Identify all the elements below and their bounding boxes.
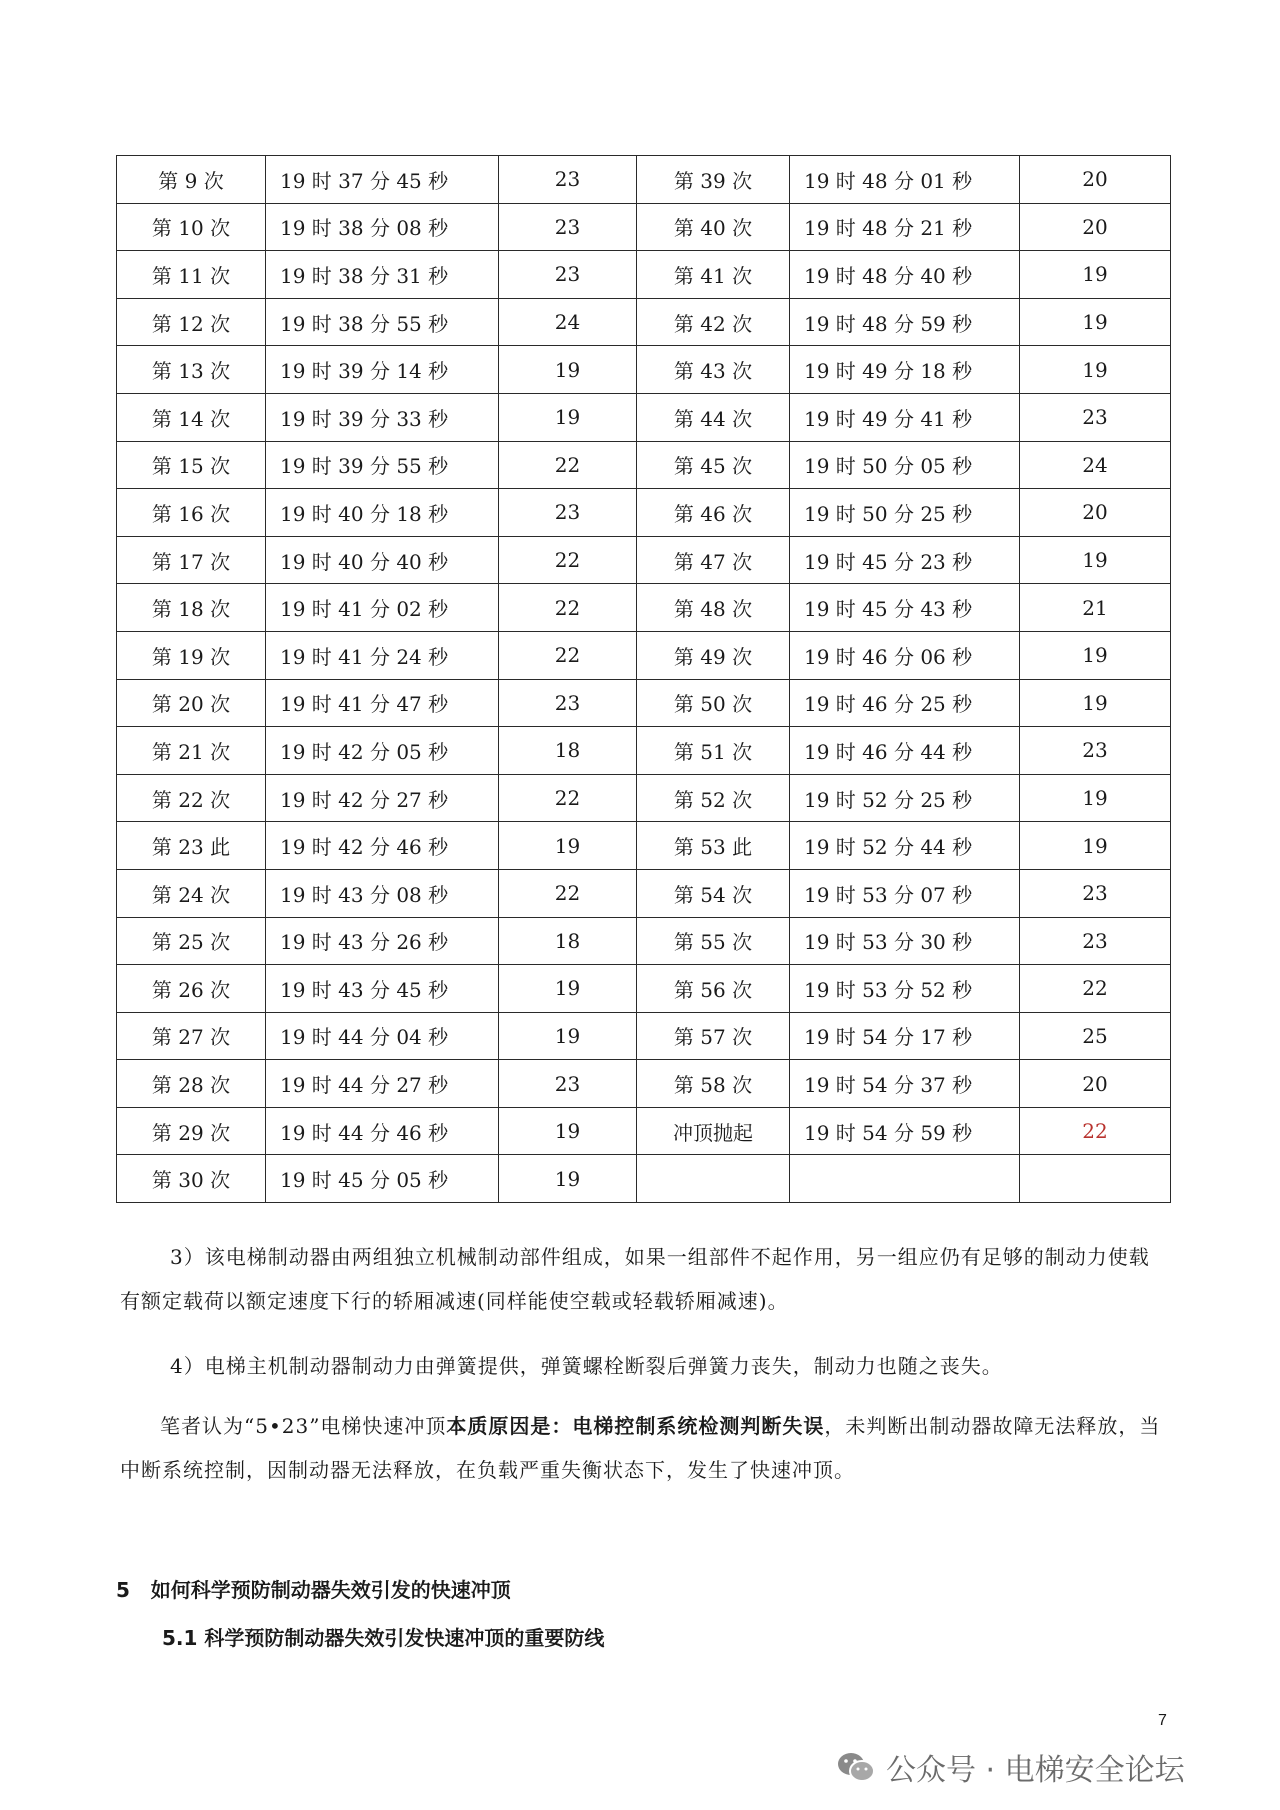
value-cell: 23 (499, 489, 637, 537)
conclusion-bold-b: 电梯控制系统检测判断失误 (572, 1414, 825, 1438)
value-cell: 20 (1020, 1060, 1171, 1108)
time-cell: 19 时 48 分 21 秒 (790, 203, 1020, 251)
value-cell: 22 (499, 774, 637, 822)
table-row (117, 727, 1171, 775)
table-row (117, 1107, 1171, 1155)
run-number-cell: 第 21 次 (117, 727, 266, 775)
value-cell: 23 (499, 203, 637, 251)
time-cell: 19 时 42 分 46 秒 (266, 822, 499, 870)
run-number-cell: 第 25 次 (117, 917, 266, 965)
value-cell: 21 (1020, 584, 1171, 632)
value-cell: 25 (1020, 1012, 1171, 1060)
run-number-cell (637, 1155, 790, 1203)
value-cell: 20 (1020, 489, 1171, 537)
table-row (117, 584, 1171, 632)
time-cell: 19 时 44 分 27 秒 (266, 1060, 499, 1108)
run-number-cell: 第 15 次 (117, 441, 266, 489)
run-number-cell: 第 48 次 (637, 584, 790, 632)
run-number-cell: 第 12 次 (117, 298, 266, 346)
value-cell: 23 (1020, 869, 1171, 917)
time-cell: 19 时 53 分 52 秒 (790, 965, 1020, 1013)
value-cell: 23 (1020, 727, 1171, 775)
wechat-icon (836, 1750, 876, 1784)
value-cell: 18 (499, 917, 637, 965)
table-row (117, 1155, 1171, 1203)
time-cell: 19 时 50 分 25 秒 (790, 489, 1020, 537)
run-number-cell: 第 11 次 (117, 251, 266, 299)
time-cell: 19 时 45 分 43 秒 (790, 584, 1020, 632)
table-row (117, 1060, 1171, 1108)
table-row (117, 393, 1171, 441)
value-cell: 19 (1020, 251, 1171, 299)
section-heading-5: 5 如何科学预防制动器失效引发的快速冲顶 (116, 1578, 511, 1602)
value-cell: 22 (499, 441, 637, 489)
value-cell: 19 (499, 965, 637, 1013)
table-row (117, 679, 1171, 727)
value-cell: 22 (1020, 1107, 1171, 1155)
time-cell: 19 时 43 分 26 秒 (266, 917, 499, 965)
run-number-cell: 第 39 次 (637, 156, 790, 204)
run-number-cell: 第 41 次 (637, 251, 790, 299)
watermark (836, 1745, 1185, 1789)
value-cell: 19 (499, 393, 637, 441)
time-cell: 19 时 48 分 01 秒 (790, 156, 1020, 204)
value-cell: 22 (499, 631, 637, 679)
run-number-cell: 第 56 次 (637, 965, 790, 1013)
run-number-cell: 第 52 次 (637, 774, 790, 822)
value-cell: 23 (499, 156, 637, 204)
table-row (117, 869, 1171, 917)
table-row (117, 441, 1171, 489)
table-row (117, 251, 1171, 299)
run-number-cell: 第 42 次 (637, 298, 790, 346)
table-row (117, 1012, 1171, 1060)
time-cell: 19 时 52 分 44 秒 (790, 822, 1020, 870)
watermark-text: 公众号 · 电梯安全论坛 (886, 1753, 1185, 1788)
time-cell: 19 时 45 分 05 秒 (266, 1155, 499, 1203)
table-row (117, 917, 1171, 965)
run-number-cell: 第 27 次 (117, 1012, 266, 1060)
time-cell: 19 时 41 分 02 秒 (266, 584, 499, 632)
value-cell: 24 (1020, 441, 1171, 489)
value-cell: 20 (1020, 156, 1171, 204)
paragraph-conclusion (120, 1404, 1170, 1492)
value-cell: 19 (1020, 631, 1171, 679)
time-cell: 19 时 40 分 18 秒 (266, 489, 499, 537)
time-cell: 19 时 39 分 14 秒 (266, 346, 499, 394)
value-cell: 23 (1020, 917, 1171, 965)
value-cell: 18 (499, 727, 637, 775)
time-cell: 19 时 40 分 40 秒 (266, 536, 499, 584)
time-cell: 19 时 46 分 44 秒 (790, 727, 1020, 775)
time-cell: 19 时 46 分 25 秒 (790, 679, 1020, 727)
table-body (117, 156, 1171, 1203)
run-number-cell: 第 57 次 (637, 1012, 790, 1060)
run-number-cell: 第 17 次 (117, 536, 266, 584)
time-cell: 19 时 52 分 25 秒 (790, 774, 1020, 822)
table-row (117, 489, 1171, 537)
paragraph-3: 3）该电梯制动器由两组独立机械制动部件组成，如果一组部件不起作用，另一组应仍有足够的制动力使载有额定载荷以额定速度下行的轿厢减速(同样能使空载或轻载轿厢减速)。 (120, 1245, 1150, 1313)
page-number: 7 (1158, 1712, 1167, 1729)
table-row (117, 346, 1171, 394)
run-number-cell: 第 24 次 (117, 869, 266, 917)
run-number-cell: 第 50 次 (637, 679, 790, 727)
table-row (117, 774, 1171, 822)
time-cell: 19 时 45 分 23 秒 (790, 536, 1020, 584)
value-cell: 23 (1020, 393, 1171, 441)
value-cell: 23 (499, 1060, 637, 1108)
value-cell: 19 (499, 1012, 637, 1060)
time-cell: 19 时 44 分 04 秒 (266, 1012, 499, 1060)
value-cell: 19 (1020, 774, 1171, 822)
time-cell: 19 时 54 分 37 秒 (790, 1060, 1020, 1108)
run-number-cell: 第 22 次 (117, 774, 266, 822)
time-cell: 19 时 42 分 27 秒 (266, 774, 499, 822)
value-cell: 24 (499, 298, 637, 346)
time-cell: 19 时 41 分 24 秒 (266, 631, 499, 679)
paragraph-4: 4）电梯主机制动器制动力由弹簧提供，弹簧螺栓断裂后弹簧力丧失，制动力也随之丧失。 (170, 1354, 1003, 1378)
conclusion-bold-a: 本质原因是： (446, 1414, 573, 1438)
time-cell: 19 时 54 分 59 秒 (790, 1107, 1020, 1155)
value-cell: 19 (1020, 822, 1171, 870)
time-cell: 19 时 46 分 06 秒 (790, 631, 1020, 679)
run-number-cell: 第 49 次 (637, 631, 790, 679)
table-row (117, 536, 1171, 584)
run-number-cell: 第 47 次 (637, 536, 790, 584)
time-cell: 19 时 49 分 41 秒 (790, 393, 1020, 441)
value-cell: 22 (499, 869, 637, 917)
value-cell: 19 (499, 1107, 637, 1155)
value-cell: 22 (1020, 965, 1171, 1013)
run-number-cell: 第 16 次 (117, 489, 266, 537)
value-cell: 19 (1020, 346, 1171, 394)
time-cell: 19 时 41 分 47 秒 (266, 679, 499, 727)
run-number-cell: 第 46 次 (637, 489, 790, 537)
value-cell: 19 (1020, 298, 1171, 346)
run-number-cell: 第 40 次 (637, 203, 790, 251)
time-cell: 19 时 53 分 30 秒 (790, 917, 1020, 965)
value-cell: 19 (499, 822, 637, 870)
run-number-cell: 第 19 次 (117, 631, 266, 679)
run-number-cell: 第 30 次 (117, 1155, 266, 1203)
run-number-cell: 第 23 此 (117, 822, 266, 870)
time-cell: 19 时 42 分 05 秒 (266, 727, 499, 775)
run-number-cell: 第 53 此 (637, 822, 790, 870)
value-cell: 19 (499, 1155, 637, 1203)
run-number-cell: 第 54 次 (637, 869, 790, 917)
run-number-cell: 第 58 次 (637, 1060, 790, 1108)
time-cell: 19 时 50 分 05 秒 (790, 441, 1020, 489)
value-cell: 22 (499, 584, 637, 632)
time-cell: 19 时 48 分 59 秒 (790, 298, 1020, 346)
run-number-cell: 第 43 次 (637, 346, 790, 394)
run-number-cell: 第 9 次 (117, 156, 266, 204)
table-row (117, 822, 1171, 870)
run-number-cell: 第 45 次 (637, 441, 790, 489)
time-cell: 19 时 43 分 45 秒 (266, 965, 499, 1013)
run-number-cell: 第 51 次 (637, 727, 790, 775)
table-row (117, 298, 1171, 346)
run-number-cell: 第 20 次 (117, 679, 266, 727)
value-cell: 22 (499, 536, 637, 584)
time-cell: 19 时 44 分 46 秒 (266, 1107, 499, 1155)
time-cell: 19 时 38 分 55 秒 (266, 298, 499, 346)
table-row (117, 965, 1171, 1013)
time-cell: 19 时 53 分 07 秒 (790, 869, 1020, 917)
run-number-cell: 第 28 次 (117, 1060, 266, 1108)
time-cell: 19 时 39 分 33 秒 (266, 393, 499, 441)
value-cell: 19 (1020, 679, 1171, 727)
value-cell: 19 (499, 346, 637, 394)
table-row (117, 631, 1171, 679)
time-cell: 19 时 49 分 18 秒 (790, 346, 1020, 394)
value-cell: 20 (1020, 203, 1171, 251)
run-number-cell: 第 18 次 (117, 584, 266, 632)
conclusion-text-a: 笔者认为“5•23”电梯快速冲顶 (160, 1414, 447, 1438)
value-cell: 19 (1020, 536, 1171, 584)
section-heading-5-1: 5.1 科学预防制动器失效引发快速冲顶的重要防线 (162, 1626, 605, 1650)
time-cell: 19 时 38 分 08 秒 (266, 203, 499, 251)
value-cell: 23 (499, 251, 637, 299)
run-number-cell: 冲顶抛起 (637, 1107, 790, 1155)
run-number-cell: 第 13 次 (117, 346, 266, 394)
time-cell: 19 时 38 分 31 秒 (266, 251, 499, 299)
time-cell (790, 1155, 1020, 1203)
time-cell: 19 时 54 分 17 秒 (790, 1012, 1020, 1060)
elevator-run-table (116, 155, 1171, 1203)
run-number-cell: 第 10 次 (117, 203, 266, 251)
run-number-cell: 第 26 次 (117, 965, 266, 1013)
value-cell: 23 (499, 679, 637, 727)
table-row (117, 203, 1171, 251)
time-cell: 19 时 48 分 40 秒 (790, 251, 1020, 299)
run-number-cell: 第 44 次 (637, 393, 790, 441)
time-cell: 19 时 37 分 45 秒 (266, 156, 499, 204)
table-row (117, 156, 1171, 204)
value-cell (1020, 1155, 1171, 1203)
run-number-cell: 第 29 次 (117, 1107, 266, 1155)
run-number-cell: 第 14 次 (117, 393, 266, 441)
time-cell: 19 时 39 分 55 秒 (266, 441, 499, 489)
time-cell: 19 时 43 分 08 秒 (266, 869, 499, 917)
conclusion-text-b: ，未判断出制动器故障无法释放，当中断系统控制，因制动器无法释放，在负载严重失衡状态下，发生了快速冲顶。 (120, 1414, 1161, 1482)
run-number-cell: 第 55 次 (637, 917, 790, 965)
